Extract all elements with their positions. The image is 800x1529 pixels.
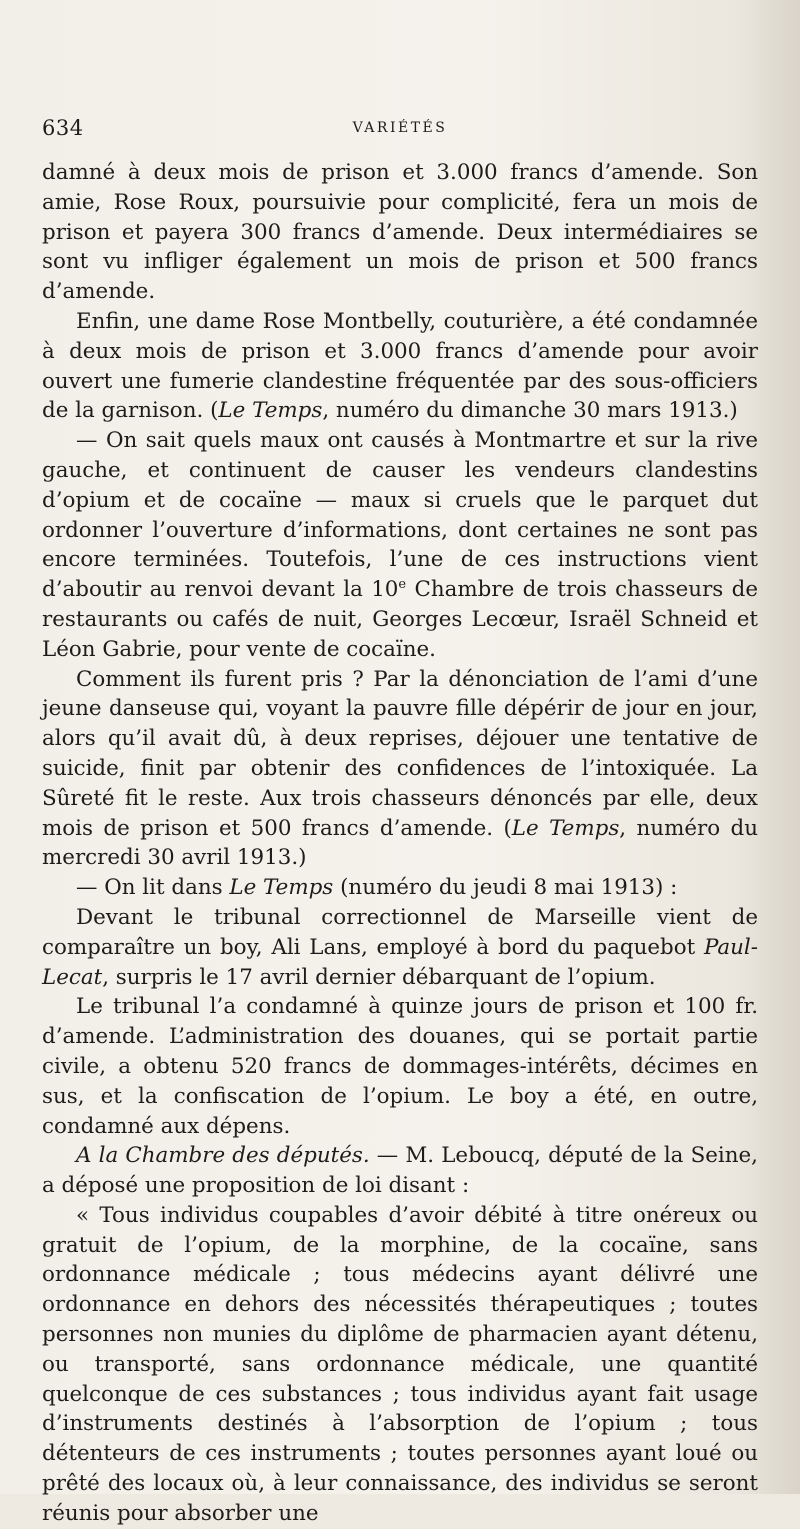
section-heading: A la Chambre des députés. — [76, 1143, 370, 1169]
paragraph — [42, 665, 758, 874]
page-number: 634 — [42, 116, 84, 140]
text-run: — M. Leboucq, député de la Seine, a déposé une proposition de loi disant : — [42, 1143, 758, 1199]
source-citation: Le Temps — [511, 815, 620, 841]
source-citation: Le Temps — [229, 875, 334, 901]
text-run: , surpris le 17 avril dernier débarquant de l’opium. — [102, 964, 656, 990]
body-text — [42, 158, 758, 1529]
paragraph — [42, 1141, 758, 1201]
superscript: e — [398, 577, 407, 593]
text-run: Devant le tribunal correctionnel de Marseille vient de comparaître un boy, Ali Lans, employé à bord du paquebot — [42, 904, 758, 960]
paragraph — [42, 873, 758, 903]
paragraph — [42, 903, 758, 992]
paragraph — [42, 426, 758, 664]
text-run: — On lit dans — [76, 875, 230, 901]
running-title: VARIÉTÉS — [352, 120, 448, 136]
text-run: , numéro du mercredi 30 avril 1913.) — [42, 815, 758, 871]
text-run: , numéro du dimanche 30 mars 1913.) — [322, 398, 738, 424]
paragraph: « Tous individus coupables d’avoir débité à titre onéreux ou gratuit de l’opium, de la morphine, de la cocaïne, sans ordonnance médicale ; tous médecins ayant délivré une ordonnance en dehors des nécessités thérapeutiques ; toutes personnes non munies du diplôme de pharmacien ayant détenu, ou transporté, sans ordonnance médicale, une quantité quelconque de ces substances ; tous individus ayant fait usage d’instruments destinés à l’absorption de l’opium ; tous détenteurs de ces instruments ; toutes personnes ayant loué ou prêté des locaux où, à leur connaissance, des individus se seront réunis pour absorber une — [42, 1202, 758, 1526]
paragraph: Le tribunal l’a condamné à quinze jours de prison et 100 fr. d’amende. L’administration des douanes, qui se portait partie civile, a obtenu 520 francs de dommages-intérêts, décimes en sus, et la confiscation de l’opium. Le boy a été, en outre, condamné aux dépens. — [42, 994, 758, 1139]
text-run: (numéro du jeudi 8 mai 1913) : — [333, 875, 678, 901]
page-header — [42, 116, 758, 146]
text-run: Enfin, une dame Rose Montbelly, couturière, a été condamnée à deux mois de prison et 3.000 francs d’amende pour avoir ouvert une fumerie clandestine fréquentée par des sous-officiers de la garnison. ( — [42, 308, 758, 424]
paragraph — [42, 307, 758, 426]
ship-name: Paul-Lecat — [42, 934, 758, 990]
text-run: — On sait quels maux ont causés à Montmartre et sur la rive gauche, et continuent de causer les vendeurs clandestins d’opium et de cocaïne — maux si cruels que le parquet dut ordonner l’ouverture d’informations, dont certaines ne sont pas encore terminées. Toutefois, l’une de ces instructions vient d’aboutir au renvoi devant la 10 — [42, 428, 758, 603]
paragraph: damné à deux mois de prison et 3.000 francs d’amende. Son amie, Rose Roux, poursuivie pour complicité, fera un mois de prison et payera 300 francs d’amende. Deux intermédiaires se sont vu infliger également un mois de prison et 500 francs d’amende. — [42, 160, 758, 305]
source-citation: Le Temps — [218, 398, 323, 424]
text-run: Chambre de trois chasseurs de restaurants ou cafés de nuit, Georges Lecœur, Israël Schneid et Léon Gabrie, pour vente de cocaïne. — [42, 577, 758, 662]
text-run: Comment ils furent pris ? Par la dénonciation de l’ami d’une jeune danseuse qui, voyant la pauvre fille dépérir de jour en jour, alors qu’il avait dû, à deux reprises, déjouer une tentative de suicide, finit par obtenir des confidences de l’intoxiquée. La Sûreté fit le reste. Aux trois chasseurs dénoncés par elle, deux mois de prison et 500 francs d’amende. ( — [42, 666, 758, 841]
